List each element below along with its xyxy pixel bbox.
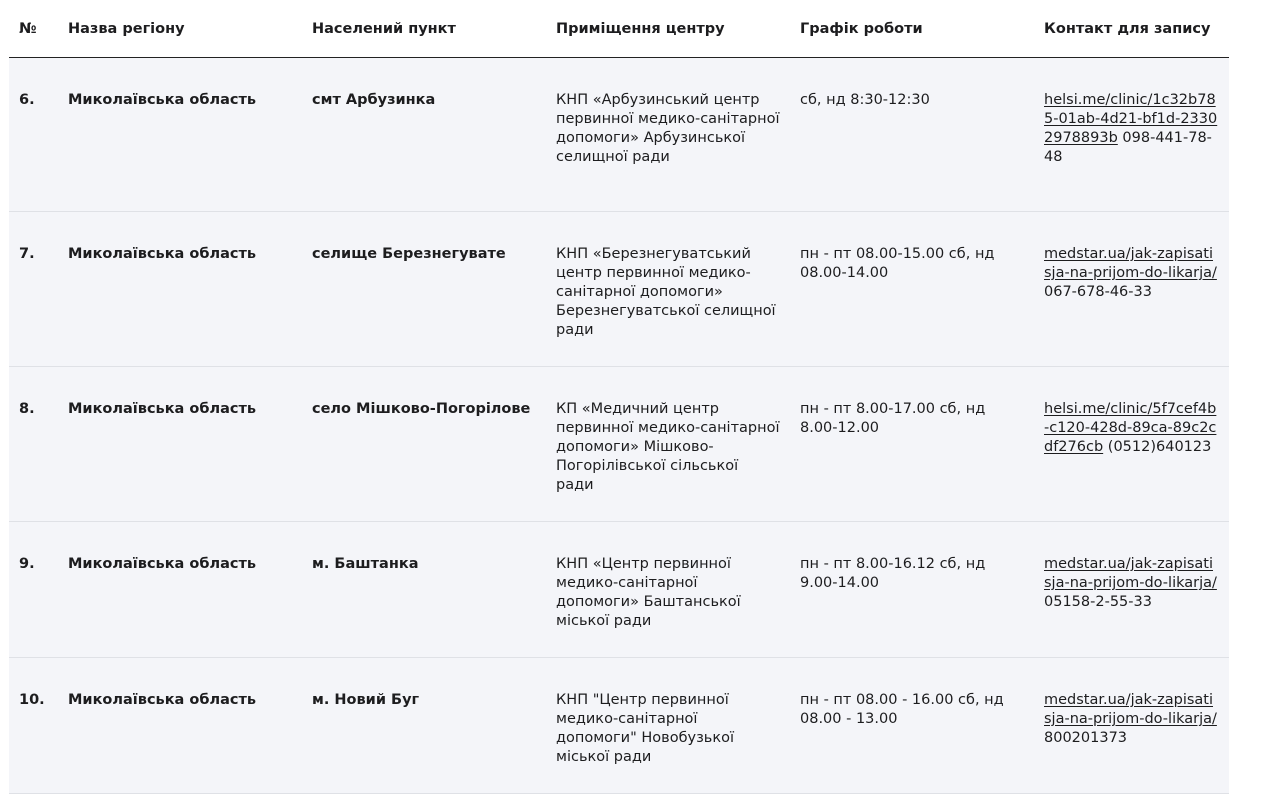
table-header [9,0,1229,58]
row-place: КНП "Центр первинної медико-санітарної допомоги" Новобузької міської ради [546,658,790,794]
row-place: КНП «Центр первинної медико-санітарної допомоги» Баштанської міської ради [546,522,790,658]
row-place: КНП «Березнегуватський центр первинної медико-санітарної допомоги» Березнегуватської селищної ради [546,212,790,367]
row-region: Миколаївська область [58,212,302,367]
phone-number: 067-678-46-33 [1044,284,1152,300]
table-row [9,367,1229,522]
row-city: м. Баштанка [302,522,546,658]
row-schedule: пн - пт 08.00 - 16.00 сб, нд 08.00 - 13.00 [790,658,1034,794]
row-place: КНП «Арбузинський центр первинної медико-санітарної допомоги» Арбузинської селищної ради [546,58,790,212]
header-schedule: Графік роботи [790,0,1034,58]
row-schedule: пн - пт 08.00-15.00 сб, нд 08.00-14.00 [790,212,1034,367]
clinics-table [9,0,1229,794]
table-body [9,58,1229,794]
row-contact [1034,58,1229,212]
header-contact: Контакт для запису [1034,0,1229,58]
table-row [9,212,1229,367]
header-city: Населений пункт [302,0,546,58]
row-region: Миколаївська область [58,58,302,212]
header-number: № [9,0,58,58]
row-contact [1034,658,1229,794]
row-contact [1034,367,1229,522]
table-row [9,58,1229,212]
header-region: Назва регіону [58,0,302,58]
row-region: Миколаївська область [58,658,302,794]
row-place: КП «Медичний центр первинної медико-санітарної допомоги» Мішково-Погорілівської сільської ради [546,367,790,522]
table-row [9,522,1229,658]
booking-link[interactable]: helsi.me/clinic/1c32b785-01ab-4d21-bf1d-23302978893b [1044,92,1218,146]
row-schedule: пн - пт 8.00-16.12 сб, нд 9.00-14.00 [790,522,1034,658]
row-city: село Мішково-Погорілове [302,367,546,522]
row-schedule: пн - пт 8.00-17.00 сб, нд 8.00-12.00 [790,367,1034,522]
clinics-table-container [9,0,1229,794]
row-number: 10. [9,658,58,794]
row-city: смт Арбузинка [302,58,546,212]
row-number: 7. [9,212,58,367]
row-region: Миколаївська область [58,367,302,522]
booking-link[interactable]: medstar.ua/jak-zapisatisja-na-prijom-do-likarja/ [1044,246,1217,281]
table-row [9,658,1229,794]
row-contact [1034,522,1229,658]
booking-link[interactable]: medstar.ua/jak-zapisatisja-na-prijom-do-likarja/ [1044,692,1217,727]
header-place: Приміщення центру [546,0,790,58]
row-number: 6. [9,58,58,212]
row-city: м. Новий Буг [302,658,546,794]
row-contact [1034,212,1229,367]
row-region: Миколаївська область [58,522,302,658]
row-schedule: сб, нд 8:30-12:30 [790,58,1034,212]
row-city: селище Березнегувате [302,212,546,367]
phone-number: 800201373 [1044,730,1128,746]
row-number: 8. [9,367,58,522]
phone-number: 05158-2-55-33 [1044,594,1152,610]
row-number: 9. [9,522,58,658]
phone-number: 098-441-78-48 [1044,130,1212,165]
booking-link[interactable]: medstar.ua/jak-zapisatisja-na-prijom-do-likarja/ [1044,556,1217,591]
phone-number: (0512)640123 [1103,439,1212,455]
booking-link[interactable]: helsi.me/clinic/5f7cef4b-c120-428d-89ca-89c2cdf276cb [1044,401,1217,455]
